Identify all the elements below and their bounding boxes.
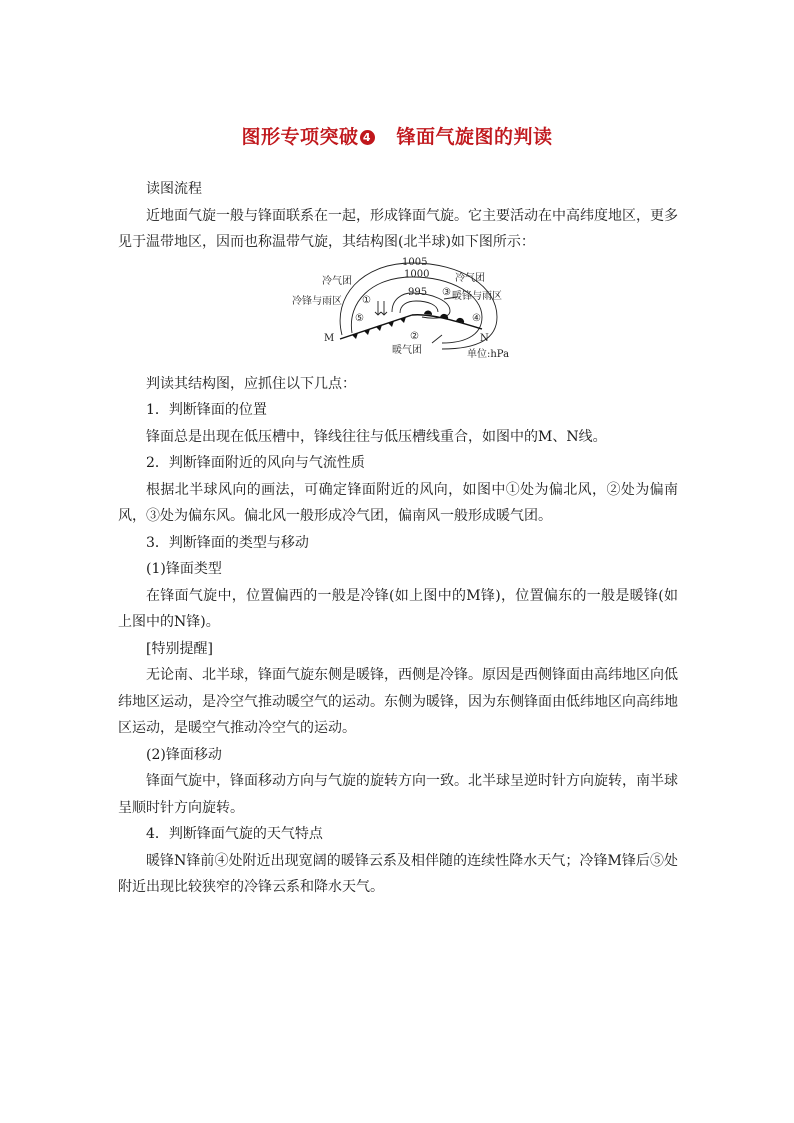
intro-paragraph: 近地面气旋一般与锋面联系在一起，形成锋面气旋。它主要活动在中高纬度地区，更多见于温带地区，因而也称温带气旋，其结构图(北半球)如下图所示： (118, 207, 678, 250)
point-n-label: N (480, 332, 489, 344)
marker-1: ① (362, 294, 371, 306)
center-isobar (400, 301, 438, 313)
point2-heading: 2．判断锋面附近的风向与气流性质 (146, 455, 365, 471)
cold-front-rain-label: 冷锋与雨区 (292, 295, 342, 307)
marker-2: ② (410, 330, 419, 342)
point3-text1: 在锋面气旋中，位置偏西的一般是冷锋(如上图中的M锋)，位置偏东的一般是暖锋(如上图中的N锋)。 (118, 587, 678, 630)
point3-heading: 3．判断锋面的类型与移动 (146, 534, 309, 551)
warm-front-semicircles (424, 310, 464, 323)
isobar-label-995: 995 (408, 286, 428, 298)
document-body (118, 176, 678, 901)
title-sub: 锋面气旋图的判读 (396, 126, 553, 148)
marker-4: ④ (472, 312, 481, 324)
marker-5: ⑤ (355, 312, 364, 324)
warm-air-label: 暖气团 (392, 344, 422, 356)
title-main: 图形专项突破 (241, 126, 359, 148)
title-number-badge: 4 (360, 130, 375, 145)
point1-heading: 1．判断锋面的位置 (146, 402, 267, 418)
unit-label: 单位:hPa (467, 348, 510, 360)
after-figure-text: 判读其结构图，应抓住以下几点： (146, 375, 356, 392)
frontal-cyclone-diagram (118, 257, 678, 365)
cold-air-left-label: 冷气团 (322, 275, 352, 287)
point3-text2: 锋面气旋中，锋面移动方向与气旋的旋转方向一致。北半球呈逆时针方向旋转，南半球呈顺时针方向旋转。 (118, 773, 678, 816)
warm-front-rain-label: 暖锋与雨区 (452, 290, 502, 302)
point3-sub2: (2)锋面移动 (146, 746, 222, 763)
cold-air-right-label: 冷气团 (455, 272, 485, 284)
tip-text: 无论南、北半球，锋面气旋东侧是暖锋，西侧是冷锋。原因是西侧锋面由高纬地区向低纬地区运动，是冷空气推动暖空气的运动。东侧为暖锋，因为东侧锋面由低纬地区向高纬地区运动，是暖空气推动冷空气的运动。 (118, 667, 678, 736)
point3-sub1: (1)锋面类型 (146, 561, 222, 577)
point1-text: 锋面总是出现在低压槽中，锋线往往与低压槽线重合，如图中的M、N线。 (146, 428, 607, 445)
tip-label: [特别提醒] (146, 640, 213, 657)
page-title (0, 122, 794, 149)
point4-heading: 4．判断锋面气旋的天气特点 (146, 826, 323, 842)
marker-3: ③ (442, 286, 451, 298)
diagram-svg (292, 257, 532, 365)
isobar-label-1000: 1000 (404, 268, 430, 280)
isobar-label-1005: 1005 (402, 256, 428, 268)
point4-text: 暖锋N锋前④处附近出现宽阔的暖锋云系及相伴随的连续性降水天气；冷锋M锋后⑤处附近出现比较狭窄的冷锋云系和降水天气。 (118, 852, 678, 895)
section-heading: 读图流程 (146, 181, 202, 197)
point-m-label: M (324, 332, 335, 344)
point2-text: 根据北半球风向的画法，可确定锋面附近的风向，如图中①处为偏北风，②处为偏南风，③处为偏东风。偏北风一般形成冷气团，偏南风一般形成暖气团。 (118, 481, 678, 524)
